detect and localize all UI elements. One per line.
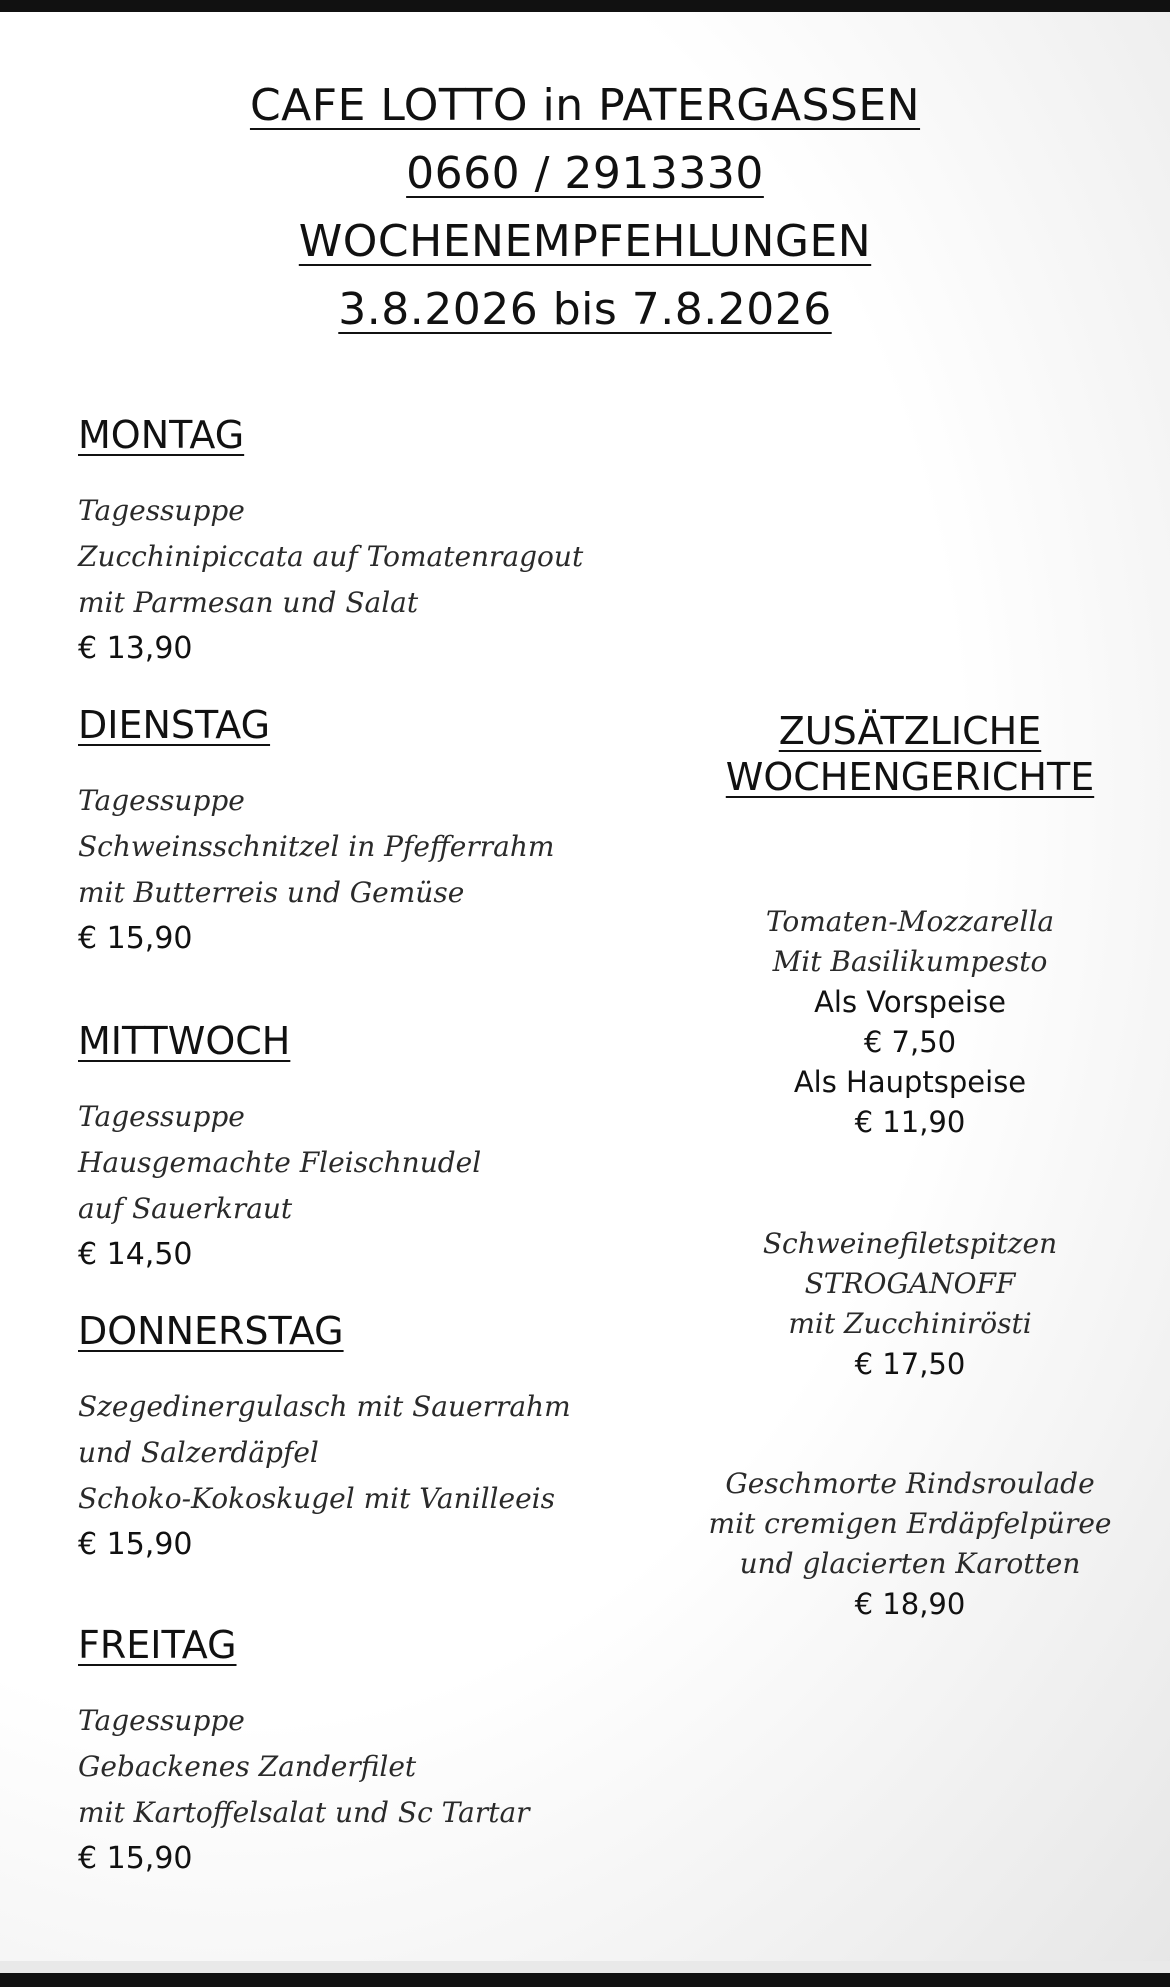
menu-line: mit Butterreis und Gemüse bbox=[78, 876, 465, 909]
price: € 13,90 bbox=[78, 631, 193, 666]
weekly-dish-rindsroulade bbox=[690, 1464, 1130, 1624]
menu-line: Tagessuppe bbox=[78, 1704, 245, 1737]
weekly-dishes-heading bbox=[690, 708, 1130, 800]
dish-line: mit cremigen Erdäpfelpüree bbox=[708, 1507, 1112, 1540]
menu-line: Zucchinipiccata auf Tomatenragout bbox=[78, 540, 584, 573]
dish-line: mit Zucchinirösti bbox=[788, 1307, 1032, 1340]
starter-label: Als Vorspeise bbox=[814, 985, 1006, 1019]
main-label: Als Hauptspeise bbox=[793, 1065, 1027, 1099]
menu-header bbox=[0, 72, 1170, 344]
menu-line: Schweinsschnitzel in Pfefferrahm bbox=[78, 830, 555, 863]
dish-line: Tomaten-Mozzarella bbox=[765, 905, 1055, 938]
menu-line: Hausgemachte Fleischnudel bbox=[78, 1146, 482, 1179]
menu-line: Schoko-Kokoskugel mit Vanilleeis bbox=[78, 1482, 555, 1515]
dish-line: Mit Basilikumpesto bbox=[772, 945, 1048, 978]
price: € 17,50 bbox=[854, 1347, 966, 1381]
day-heading-freitag: FREITAG bbox=[78, 1623, 237, 1667]
day-menu-montag bbox=[78, 488, 583, 672]
day-menu-dienstag bbox=[78, 778, 554, 962]
day-menu-freitag bbox=[78, 1698, 530, 1882]
price: € 14,50 bbox=[78, 1237, 193, 1272]
dish-line: Geschmorte Rindsroulade bbox=[725, 1467, 1095, 1500]
starter-price: € 7,50 bbox=[863, 1025, 957, 1059]
phone-number: 0660 / 2913330 bbox=[406, 148, 764, 199]
menu-line: Tagessuppe bbox=[78, 494, 245, 527]
price: € 15,90 bbox=[78, 1841, 193, 1876]
day-heading-mittwoch: MITTWOCH bbox=[78, 1019, 291, 1063]
day-heading-montag: MONTAG bbox=[78, 413, 245, 457]
day-heading-donnerstag: DONNERSTAG bbox=[78, 1309, 344, 1353]
price: € 15,90 bbox=[78, 1527, 193, 1562]
weekly-recommendations-title: WOCHENEMPFEHLUNGEN bbox=[298, 216, 872, 267]
weekly-dish-stroganoff bbox=[690, 1224, 1130, 1384]
dish-line: Schweinefiletspitzen bbox=[762, 1227, 1058, 1260]
menu-line: auf Sauerkraut bbox=[78, 1192, 293, 1225]
bottom-strip bbox=[0, 1961, 1170, 1973]
day-menu-mittwoch bbox=[78, 1094, 481, 1278]
menu-line: und Salzerdäpfel bbox=[78, 1436, 319, 1469]
weekly-dish-tomato-mozzarella bbox=[690, 902, 1130, 1142]
cafe-name: CAFE LOTTO in PATERGASSEN bbox=[249, 80, 921, 131]
bottom-border bbox=[0, 1973, 1170, 1987]
main-price: € 11,90 bbox=[854, 1105, 966, 1139]
menu-line: Szegedinergulasch mit Sauerrahm bbox=[78, 1390, 571, 1423]
dish-line: und glacierten Karotten bbox=[739, 1547, 1081, 1580]
price: € 18,90 bbox=[854, 1587, 966, 1621]
menu-line: mit Parmesan und Salat bbox=[78, 586, 419, 619]
weekly-dishes-heading-line2: WOCHENGERICHTE bbox=[725, 755, 1095, 799]
menu-line: Tagessuppe bbox=[78, 784, 245, 817]
menu-line: Tagessuppe bbox=[78, 1100, 245, 1133]
top-border bbox=[0, 0, 1170, 12]
day-heading-dienstag: DIENSTAG bbox=[78, 703, 271, 747]
menu-line: mit Kartoffelsalat und Sc Tartar bbox=[78, 1796, 530, 1829]
dish-line: STROGANOFF bbox=[804, 1267, 1016, 1300]
weekly-dishes-heading-line1: ZUSÄTZLICHE bbox=[778, 709, 1042, 753]
date-range: 3.8.2026 bis 7.8.2026 bbox=[338, 284, 832, 335]
menu-line: Gebackenes Zanderfilet bbox=[78, 1750, 417, 1783]
price: € 15,90 bbox=[78, 921, 193, 956]
day-menu-donnerstag bbox=[78, 1384, 571, 1568]
